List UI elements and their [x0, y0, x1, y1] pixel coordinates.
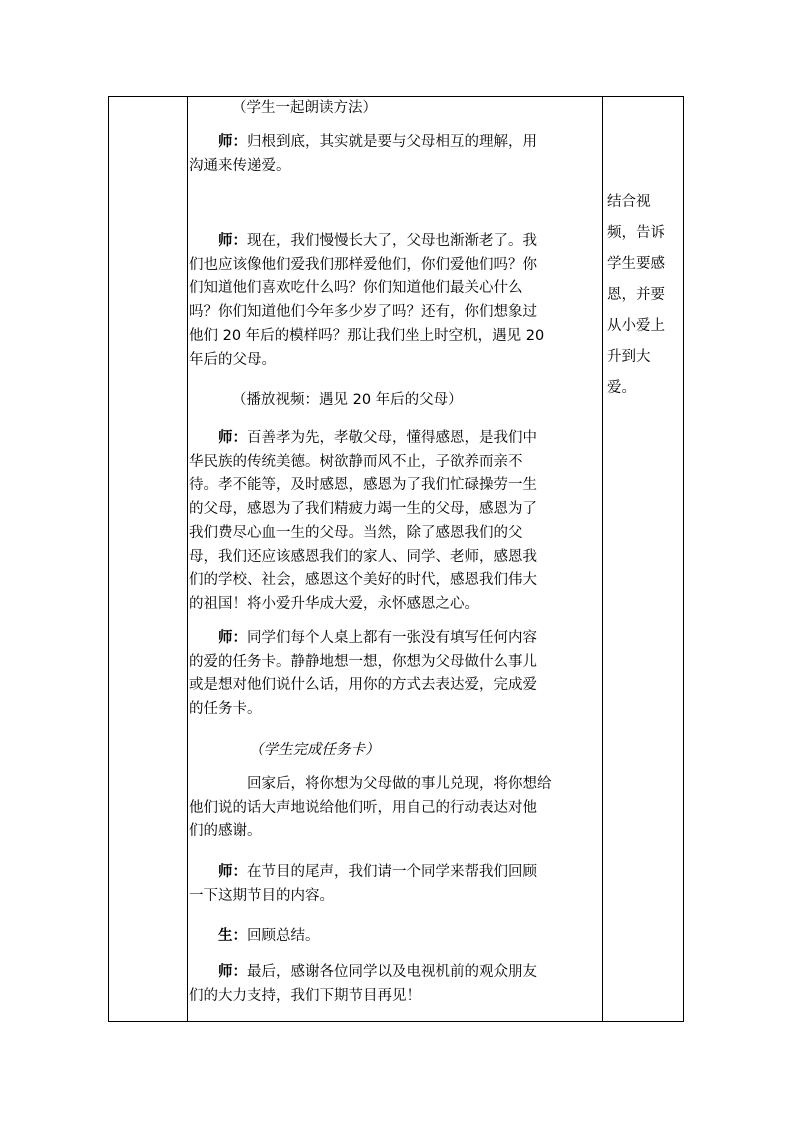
speaker-label: 师： — [218, 964, 247, 980]
speaker-label: 师： — [218, 864, 247, 880]
paragraph-student-task: （学生完成任务卡） — [249, 742, 380, 758]
paragraph-teacher-2: 师：现在，我们慢慢长大了，父母也渐渐老了。我 们也应该像他们爱我们那样爱他们，你们爱他们吗？你 们知道他们喜欢吃什么吗？你们知道他们最关心什么 吗？你们知道他们今年多少岁了吗？还有，你们想象过 他们 20 年后的模样吗？那让我们坐上时空机，遇见 20 年后的父母。 — [189, 233, 545, 368]
design-intent-note: 结合视 频，告诉 学生要感 恩，并要 从小爱上 升到大 爱。 — [607, 194, 665, 396]
paragraph-play-video: （播放视频：遇见 20 年后的父母） — [232, 392, 463, 408]
paragraph-teacher-4: 师：同学们每个人桌上都有一张没有填写任何内容 的爱的任务卡。静静地想一想，你想为父母做什么事儿 或是想对他们说什么话，用你的方式去表达爱，完成爱 的任务卡。 — [189, 630, 537, 718]
paragraph-teacher-closing: 师：最后，感谢各位同学以及电视机前的观众朋友 们的大力支持，我们下期节目再见！ — [189, 964, 537, 1004]
speaker-label: 生： — [218, 928, 247, 944]
speaker-label: 师： — [218, 233, 247, 249]
paragraph-teacher-3: 师：百善孝为先，孝敬父母，懂得感恩，是我们中 华民族的传统美德。树欲静而风不止，子欲养而亲不 待。孝不能等，及时感恩，感恩为了我们忙碌操劳一生 的父母，感恩为了我们精疲力竭一生的父母，感恩为了 我们费尽心血一生的父母。当然，除了感恩我们的父 母，我们还应该感恩我们的家人、同学、老师，感恩我 们的学校、社会，感恩这个美好的时代，感恩我们伟大 的祖国！将小爱升华成大爱，永怀感恩之心。 — [189, 430, 537, 612]
column-divider-right — [602, 97, 603, 1021]
paragraph-teacher-5: 师：在节目的尾声，我们请一个同学来帮我们回顾 一下这期节目的内容。 — [189, 864, 537, 904]
paragraph-student-review: 生：回顾总结。 — [218, 928, 320, 944]
paragraph-student-read: （学生一起朗读方法） — [232, 100, 377, 116]
paragraph-homework: 回家后，将你想为父母做的事儿兑现，将你想给 他们说的话大声地说给他们听，用自己的行动表达对他 们的感谢。 — [189, 776, 552, 840]
column-divider-left — [187, 97, 188, 1021]
speaker-label: 师： — [218, 430, 247, 446]
paragraph-teacher-1: 师：归根到底，其实就是要与父母相互的理解，用 沟通来传递爱。 — [189, 134, 537, 174]
speaker-label: 师： — [218, 630, 247, 646]
speaker-label: 师： — [218, 134, 247, 150]
